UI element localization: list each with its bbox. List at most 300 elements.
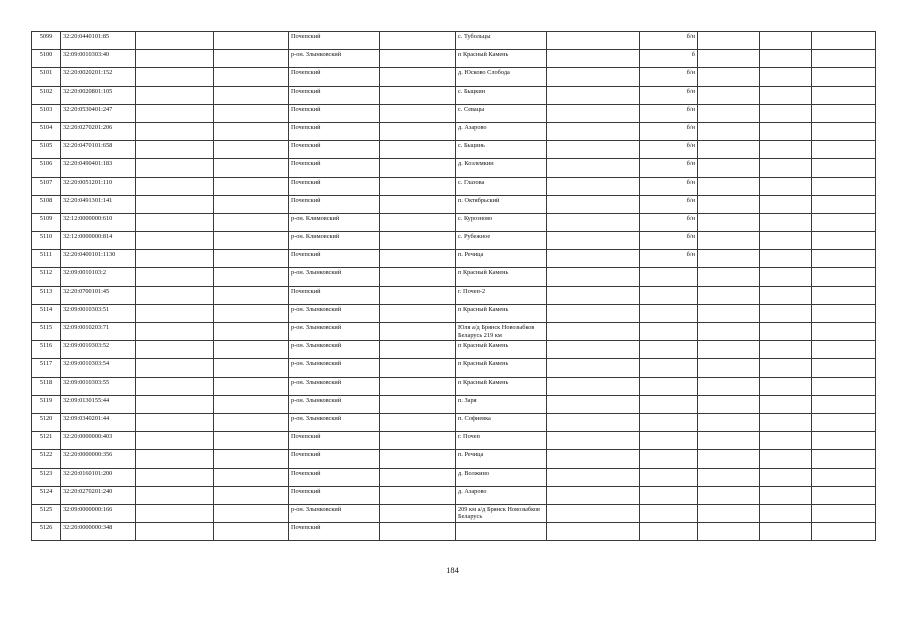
cell-empty (760, 104, 812, 122)
cell-cad: 32:20:0000000:348 (61, 523, 136, 541)
cell-place: п. Софиевка (456, 413, 547, 431)
cell-empty (547, 504, 640, 522)
cell-district: Почепский (289, 286, 380, 304)
cell-district: р-он. Климовский (289, 232, 380, 250)
cell-mark (640, 286, 698, 304)
cell-district: Почепский (289, 122, 380, 140)
cell-no: 5102 (32, 86, 61, 104)
cell-empty (760, 504, 812, 522)
cell-empty (698, 323, 760, 341)
cell-empty (136, 341, 214, 359)
cell-empty (547, 86, 640, 104)
cell-empty (136, 450, 214, 468)
cell-empty (760, 486, 812, 504)
cell-district: р-он. Злынковский (289, 268, 380, 286)
cell-mark (640, 413, 698, 431)
cell-empty (136, 195, 214, 213)
cell-empty (698, 86, 760, 104)
cell-cad: 32:20:0020201:152 (61, 68, 136, 86)
cell-empty (136, 486, 214, 504)
cell-no: 5111 (32, 250, 61, 268)
cell-empty (547, 195, 640, 213)
cell-place: п Красный Камень (456, 341, 547, 359)
cell-empty (698, 413, 760, 431)
cell-no: 5101 (32, 68, 61, 86)
cell-mark (640, 486, 698, 504)
cell-empty (214, 213, 289, 231)
cell-no: 5114 (32, 304, 61, 322)
cell-empty (547, 450, 640, 468)
cell-cad: 32:09:0010203:71 (61, 323, 136, 341)
cell-empty (698, 159, 760, 177)
cell-empty (136, 523, 214, 541)
cell-empty (214, 286, 289, 304)
cell-empty (547, 468, 640, 486)
cell-empty (214, 141, 289, 159)
cell-no: 5103 (32, 104, 61, 122)
cell-cad: 32:20:0700101:45 (61, 286, 136, 304)
cell-district: Почепский (289, 86, 380, 104)
cell-empty (547, 486, 640, 504)
cell-no: 5100 (32, 50, 61, 68)
cell-empty (380, 286, 456, 304)
table-row (32, 32, 876, 50)
cell-empty (380, 468, 456, 486)
cell-district: р-он. Злынковский (289, 413, 380, 431)
cell-empty (136, 504, 214, 522)
cell-district: Почепский (289, 159, 380, 177)
cell-empty (698, 268, 760, 286)
cell-no: 5125 (32, 504, 61, 522)
cell-no: 5116 (32, 341, 61, 359)
cell-empty (760, 323, 812, 341)
table-row (32, 286, 876, 304)
table-row (32, 104, 876, 122)
cell-empty (812, 250, 876, 268)
cell-mark: б/н (640, 68, 698, 86)
cell-cad: 32:20:0270201:240 (61, 486, 136, 504)
cell-empty (380, 323, 456, 341)
cell-cad: 32:09:0130155:44 (61, 395, 136, 413)
cell-mark (640, 304, 698, 322)
cell-empty (380, 413, 456, 431)
cell-place: Юля а/д Брянск Новозыбков Беларусь 219 км (456, 323, 547, 341)
cell-empty (760, 32, 812, 50)
cell-empty (698, 432, 760, 450)
cell-empty (812, 359, 876, 377)
cell-empty (214, 304, 289, 322)
cell-empty (760, 141, 812, 159)
cell-cad: 32:20:0530401:247 (61, 104, 136, 122)
cell-cad: 32:09:0010303:51 (61, 304, 136, 322)
cell-empty (214, 50, 289, 68)
cell-empty (760, 304, 812, 322)
cell-empty (380, 177, 456, 195)
cell-empty (380, 250, 456, 268)
cell-district: Почепский (289, 450, 380, 468)
table-row (32, 304, 876, 322)
cell-empty (698, 68, 760, 86)
cell-empty (547, 323, 640, 341)
cell-empty (812, 377, 876, 395)
cell-empty (214, 413, 289, 431)
cell-place: с. Курозново (456, 213, 547, 231)
cell-empty (760, 377, 812, 395)
table-body (32, 32, 876, 541)
cell-empty (214, 195, 289, 213)
cell-place: п Красный Камень (456, 50, 547, 68)
cell-no: 5109 (32, 213, 61, 231)
cell-cad: 32:20:0400101:1130 (61, 250, 136, 268)
cell-empty (812, 213, 876, 231)
cell-empty (380, 341, 456, 359)
cell-empty (547, 377, 640, 395)
cell-district: Почепский (289, 32, 380, 50)
cell-place: с. Бьщкин (456, 86, 547, 104)
cell-mark: б/н (640, 232, 698, 250)
cell-district: р-он. Злынковский (289, 50, 380, 68)
cell-empty (214, 523, 289, 541)
cell-mark: б/н (640, 122, 698, 140)
cell-empty (698, 468, 760, 486)
cell-empty (812, 304, 876, 322)
cell-empty (214, 359, 289, 377)
table-row (32, 432, 876, 450)
cell-mark: б/н (640, 250, 698, 268)
cell-place: п. Речица (456, 250, 547, 268)
cell-empty (547, 359, 640, 377)
cell-empty (380, 504, 456, 522)
cell-mark: б/н (640, 141, 698, 159)
cell-cad: 32:20:0160101:200 (61, 468, 136, 486)
cell-no: 5115 (32, 323, 61, 341)
cell-empty (698, 195, 760, 213)
table-row (32, 395, 876, 413)
cell-place: с. Бьщинь (456, 141, 547, 159)
cell-cad: 32:09:0010303:54 (61, 359, 136, 377)
cell-empty (698, 341, 760, 359)
cell-cad: 32:09:0010303:52 (61, 341, 136, 359)
cell-empty (547, 122, 640, 140)
cell-empty (698, 286, 760, 304)
cell-empty (214, 432, 289, 450)
cell-empty (760, 232, 812, 250)
cell-mark: б/н (640, 177, 698, 195)
cell-empty (136, 286, 214, 304)
cell-empty (380, 50, 456, 68)
cell-cad: 32:20:0440101:85 (61, 32, 136, 50)
cell-place: п. Речица (456, 450, 547, 468)
cell-empty (380, 159, 456, 177)
table-row (32, 250, 876, 268)
cell-no: 5099 (32, 32, 61, 50)
cell-cad: 32:20:0020801:105 (61, 86, 136, 104)
cell-cad: 32:12:0000000:814 (61, 232, 136, 250)
cell-empty (698, 177, 760, 195)
cell-empty (214, 450, 289, 468)
cell-empty (136, 468, 214, 486)
cell-empty (136, 50, 214, 68)
cell-empty (136, 68, 214, 86)
cell-place: п. Октябрьский (456, 195, 547, 213)
cell-empty (698, 377, 760, 395)
cell-empty (760, 50, 812, 68)
cell-no: 5110 (32, 232, 61, 250)
cell-empty (380, 450, 456, 468)
cell-place (456, 523, 547, 541)
cell-empty (812, 341, 876, 359)
cell-empty (760, 523, 812, 541)
cell-empty (812, 413, 876, 431)
cell-empty (214, 395, 289, 413)
cell-empty (547, 141, 640, 159)
cell-empty (760, 359, 812, 377)
cell-empty (812, 32, 876, 50)
cell-empty (812, 523, 876, 541)
cell-empty (760, 213, 812, 231)
cell-empty (547, 159, 640, 177)
cell-district: р-он. Злынковский (289, 304, 380, 322)
cell-empty (698, 523, 760, 541)
cell-district: р-он. Злынковский (289, 341, 380, 359)
cell-empty (214, 341, 289, 359)
table-row (32, 268, 876, 286)
cell-no: 5106 (32, 159, 61, 177)
cell-place: п Красный Камень (456, 377, 547, 395)
cell-place: 209 км а/д Брянск Новозыбков Беларусь (456, 504, 547, 522)
cell-empty (214, 486, 289, 504)
cell-empty (812, 504, 876, 522)
cell-empty (547, 32, 640, 50)
cell-empty (136, 250, 214, 268)
cell-empty (547, 268, 640, 286)
cell-mark (640, 377, 698, 395)
cell-place: д. Азарово (456, 486, 547, 504)
cell-empty (698, 141, 760, 159)
cell-empty (136, 268, 214, 286)
cell-cad: 32:20:0490401:183 (61, 159, 136, 177)
cell-no: 5124 (32, 486, 61, 504)
cell-empty (760, 195, 812, 213)
cell-no: 5121 (32, 432, 61, 450)
cell-place: п. Заря (456, 395, 547, 413)
cell-empty (214, 104, 289, 122)
cell-empty (380, 395, 456, 413)
table-row (32, 486, 876, 504)
cell-cad: 32:20:0270201:206 (61, 122, 136, 140)
table-row (32, 213, 876, 231)
cell-no: 5126 (32, 523, 61, 541)
cell-empty (698, 122, 760, 140)
cell-empty (380, 304, 456, 322)
cell-mark (640, 432, 698, 450)
cell-empty (760, 395, 812, 413)
cell-no: 5120 (32, 413, 61, 431)
cell-cad: 32:20:0000000:403 (61, 432, 136, 450)
cell-empty (760, 68, 812, 86)
cell-empty (698, 504, 760, 522)
cell-mark (640, 323, 698, 341)
cell-cad: 32:20:0000000:356 (61, 450, 136, 468)
cell-district: Почепский (289, 468, 380, 486)
cell-empty (136, 304, 214, 322)
cell-empty (380, 122, 456, 140)
cell-empty (547, 523, 640, 541)
cell-empty (136, 359, 214, 377)
cell-mark: б/н (640, 32, 698, 50)
cell-empty (812, 468, 876, 486)
cell-place: г. Почеп (456, 432, 547, 450)
cell-empty (547, 304, 640, 322)
cell-mark (640, 450, 698, 468)
cell-empty (214, 504, 289, 522)
cell-no: 5104 (32, 122, 61, 140)
cell-empty (760, 432, 812, 450)
table-row (32, 523, 876, 541)
cell-district: Почепский (289, 195, 380, 213)
cell-cad: 32:09:0340201:44 (61, 413, 136, 431)
cell-empty (214, 68, 289, 86)
cell-empty (136, 377, 214, 395)
cell-no: 5113 (32, 286, 61, 304)
cell-cad: 32:12:0000000:610 (61, 213, 136, 231)
cell-empty (760, 177, 812, 195)
cell-empty (214, 32, 289, 50)
table-row (32, 177, 876, 195)
cell-district: р-он. Климовский (289, 213, 380, 231)
cell-district: р-он. Злынковский (289, 395, 380, 413)
cell-empty (760, 450, 812, 468)
cell-no: 5117 (32, 359, 61, 377)
cell-empty (812, 268, 876, 286)
cell-empty (214, 159, 289, 177)
cell-district: р-он. Злынковский (289, 377, 380, 395)
cell-empty (547, 432, 640, 450)
cell-empty (136, 104, 214, 122)
table-row (32, 195, 876, 213)
cell-place: п Красный Камень (456, 268, 547, 286)
cell-empty (380, 359, 456, 377)
cell-district: Почепский (289, 141, 380, 159)
cell-place: п Красный Камень (456, 359, 547, 377)
cell-empty (214, 377, 289, 395)
cell-empty (547, 104, 640, 122)
table-row (32, 159, 876, 177)
cell-empty (136, 159, 214, 177)
cell-empty (214, 86, 289, 104)
cell-empty (812, 104, 876, 122)
cell-empty (812, 68, 876, 86)
cell-mark (640, 504, 698, 522)
cell-empty (136, 177, 214, 195)
cell-empty (136, 432, 214, 450)
cell-cad: 32:09:0000000:166 (61, 504, 136, 522)
cell-cad: 32:09:0010103:2 (61, 268, 136, 286)
cell-place: д. Азарово (456, 122, 547, 140)
page-number: 184 (446, 565, 459, 575)
cell-place: д. Козлемкин (456, 159, 547, 177)
cell-empty (136, 232, 214, 250)
cell-district: р-он. Злынковский (289, 323, 380, 341)
table-row (32, 122, 876, 140)
cell-empty (380, 268, 456, 286)
cell-empty (380, 86, 456, 104)
cell-empty (812, 50, 876, 68)
cell-empty (214, 122, 289, 140)
cell-mark: б/н (640, 195, 698, 213)
cell-empty (698, 232, 760, 250)
table-row (32, 86, 876, 104)
cell-empty (380, 32, 456, 50)
cell-empty (547, 177, 640, 195)
table-row (32, 50, 876, 68)
cell-mark (640, 523, 698, 541)
cell-empty (380, 195, 456, 213)
cell-empty (812, 450, 876, 468)
cell-mark (640, 468, 698, 486)
cell-empty (380, 232, 456, 250)
cell-no: 5107 (32, 177, 61, 195)
cell-empty (812, 86, 876, 104)
cell-empty (136, 141, 214, 159)
cell-district: Почепский (289, 68, 380, 86)
cell-no: 5123 (32, 468, 61, 486)
cell-empty (812, 286, 876, 304)
cell-no: 5118 (32, 377, 61, 395)
cell-empty (812, 177, 876, 195)
cell-empty (136, 395, 214, 413)
cell-district: Почепский (289, 523, 380, 541)
table-row (32, 504, 876, 522)
cell-empty (380, 213, 456, 231)
cell-district: Почепский (289, 177, 380, 195)
cell-mark (640, 341, 698, 359)
cell-empty (698, 32, 760, 50)
cell-empty (760, 250, 812, 268)
table-row (32, 377, 876, 395)
cell-empty (214, 268, 289, 286)
cell-mark (640, 359, 698, 377)
table-row (32, 341, 876, 359)
cell-empty (547, 50, 640, 68)
cell-empty (547, 286, 640, 304)
cell-empty (214, 177, 289, 195)
cell-no: 5105 (32, 141, 61, 159)
cell-empty (547, 250, 640, 268)
cell-empty (760, 413, 812, 431)
cell-place: с. Севацы (456, 104, 547, 122)
cell-cad: 32:20:0491301:141 (61, 195, 136, 213)
cell-empty (812, 395, 876, 413)
cell-no: 5108 (32, 195, 61, 213)
cell-empty (812, 232, 876, 250)
cell-place: с. Глазова (456, 177, 547, 195)
cell-empty (812, 122, 876, 140)
cell-empty (760, 341, 812, 359)
table-row (32, 141, 876, 159)
cell-empty (760, 268, 812, 286)
cell-empty (760, 286, 812, 304)
cell-empty (812, 432, 876, 450)
cell-no: 5122 (32, 450, 61, 468)
cell-empty (214, 250, 289, 268)
cell-empty (812, 159, 876, 177)
cell-empty (214, 232, 289, 250)
property-register-table (31, 31, 876, 541)
cell-empty (380, 377, 456, 395)
cell-district: Почепский (289, 432, 380, 450)
cell-empty (698, 213, 760, 231)
